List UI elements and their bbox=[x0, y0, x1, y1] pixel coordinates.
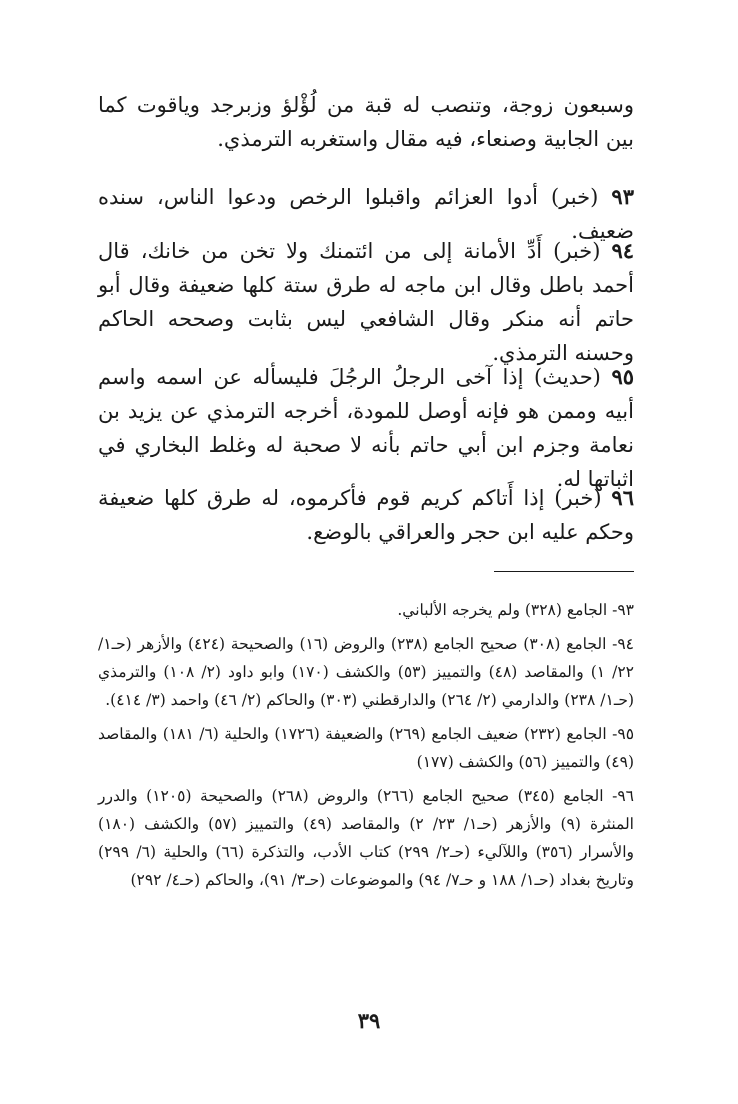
footnote-divider bbox=[494, 571, 634, 572]
footnote-96 bbox=[98, 782, 634, 894]
footnote-text: - الجامع (٢٣٢) ضعيف الجامع (٢٦٩) والضعيفة (١٧٢٦) والحلية (٦/ ١٨١) والمقاصد (٤٩) والتمييز (٥٦) والكشف (١٧٧) bbox=[98, 725, 634, 771]
paragraph-95 bbox=[98, 360, 634, 496]
entry-number: ٩٤ bbox=[611, 238, 634, 263]
paragraph-text: (خبر) أَدِّ الأمانة إلى من ائتمنك ولا تخن من خانك، قال أحمد باطل وقال ابن ماجه له طرق ستة كلها ضعيفة وقال أبو حاتم أنه منكر وقال الشافعي ليس بثابت وصححه الحاكم وحسنه الترمذي. bbox=[98, 239, 634, 365]
footnote-text: - الجامع (٣٠٨) صحيح الجامع (٢٣٨) والروض (١٦) والصحيحة (٤٢٤) والأزهر (حـ١/ ٢٢/ ١) والمقاصد (٤٨) والتمييز (٥٣) والكشف (١٧٠) وابو داود (٢/ ١٠٨) والترمذي (حـ١/ ٢٣٨) والدارمي (٢/ ٢٦٤) والدارقطني (٣٠٣) والحاكم (٢/ ٤٦) واحمد (٣/ ٤١٤). bbox=[98, 635, 634, 709]
footnotes bbox=[98, 596, 634, 900]
footnote-number: ٩٤ bbox=[617, 635, 634, 653]
paragraph-text: وسبعون زوجة، وتنصب له قبة من لُؤْلؤ وزبرجد وياقوت كما بين الجابية وصنعاء، فيه مقال واستغربه الترمذي. bbox=[98, 93, 634, 151]
paragraph-94 bbox=[98, 234, 634, 370]
paragraph-96 bbox=[98, 481, 634, 549]
footnote-text: - الجامع (٣٢٨) ولم يخرجه الألباني. bbox=[397, 601, 618, 619]
footnote-number: ٩٣ bbox=[617, 601, 634, 619]
page-number: ٣٩ bbox=[357, 1008, 381, 1033]
entry-number: ٩٣ bbox=[611, 184, 634, 209]
footnote-text: - الجامع (٣٤٥) صحيح الجامع (٢٦٦) والروض (٢٦٨) والصحيحة (١٢٠٥) والدرر المنثرة (٩) والأزهر (حـ١/ ٢٣/ ٢) والمقاصد (٤٩) والتمييز (٥٧) والكشف (١٨٠) والأسرار (٣٥٦) واللآليء (حـ٢/ ٢٩٩) كتاب الأدب، والتذكرة (٦٦) والحلية (٦/ ٢٩٩) وتاريخ بغداد (حـ١/ ١٨٨ و حـ٧/ ٩٤) والموضوعات (حـ٣/ ٩١)، والحاكم (حـ٤/ ٢٩٢) bbox=[98, 787, 635, 889]
footnote-94 bbox=[98, 630, 634, 714]
entry-number: ٩٥ bbox=[611, 364, 634, 389]
paragraph-text: (خبر) إذا أَتاكم كريم قوم فأكرموه، له طرق كلها ضعيفة وحكم عليه ابن حجر والعراقي بالوضع. bbox=[98, 486, 634, 544]
footnote-93 bbox=[98, 596, 634, 624]
paragraph-continuation bbox=[98, 88, 634, 156]
paragraph-text: (حديث) إذا آخى الرجلُ الرجُلَ فليسأله عن اسمه واسم أبيه وممن هو فإنه أوصل للمودة، أخرجه الترمذي عن يزيد بن نعامة وجزم ابن أبي حاتم بأنه لا صحبة له وغلط البخاري في اثباتها له. bbox=[98, 365, 634, 491]
paragraph-text: (خبر) أدوا العزائم واقبلوا الرخص ودعوا الناس، سنده ضعيف. bbox=[98, 185, 634, 243]
entry-number: ٩٦ bbox=[611, 485, 634, 510]
footnote-number: ٩٦ bbox=[617, 787, 634, 805]
footnote-95 bbox=[98, 720, 634, 776]
footnote-number: ٩٥ bbox=[617, 725, 635, 743]
